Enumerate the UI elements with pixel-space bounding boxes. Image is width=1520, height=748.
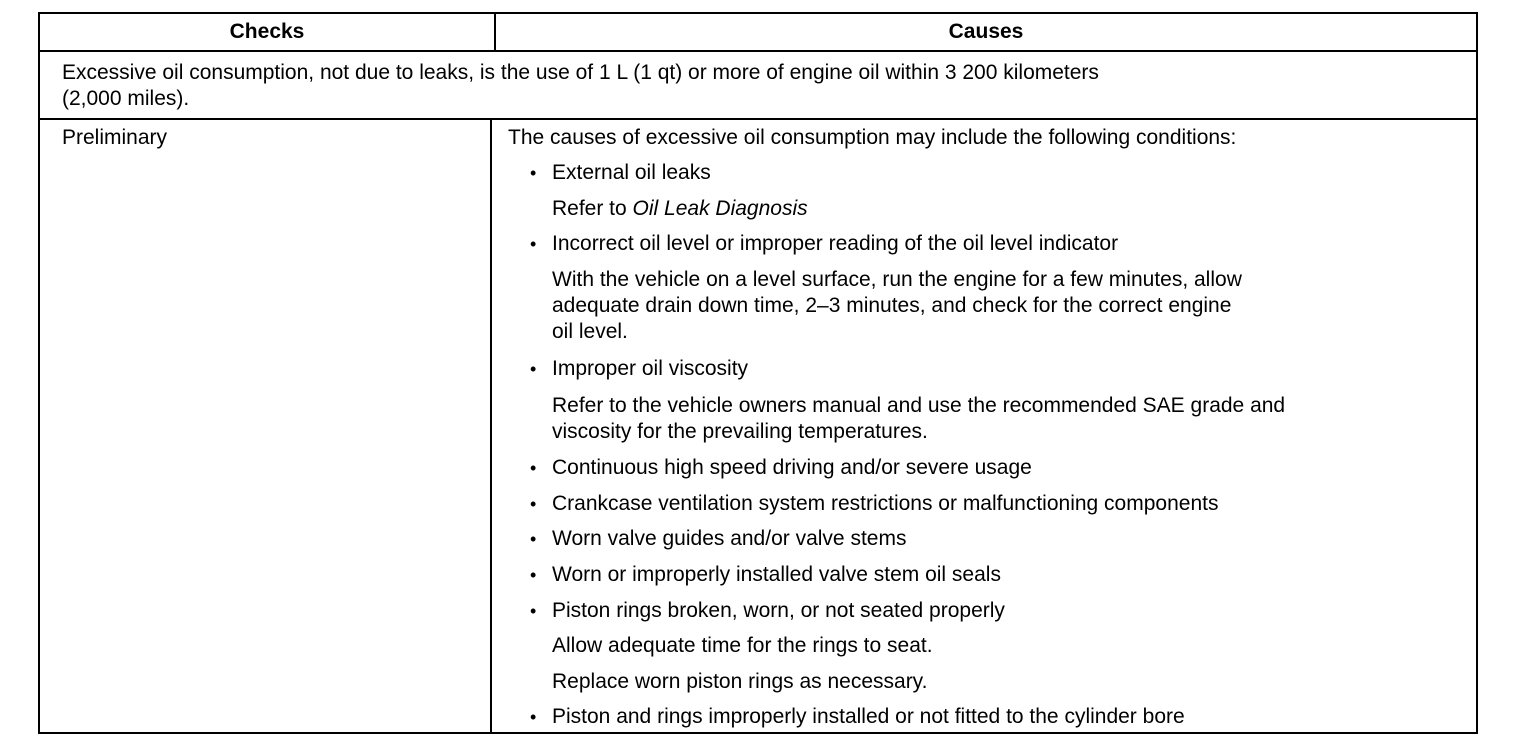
cause-detail: Refer to the vehicle owners manual and use the recommended SAE grade and — [552, 394, 1286, 417]
header-divider — [40, 50, 1476, 52]
cause-detail: Replace worn piston rings as necessary. — [552, 670, 928, 693]
cause-item: Worn valve guides and/or valve stems — [552, 527, 907, 550]
causes-header: Causes — [948, 20, 1024, 43]
cause-detail: With the vehicle on a level surface, run the engine for a few minutes, allow — [552, 268, 1242, 291]
bullet-icon: • — [530, 234, 537, 254]
cause-item: Improper oil viscosity — [552, 357, 749, 380]
cause-detail: oil level. — [552, 320, 628, 343]
cause-detail-reference: Oil Leak Diagnosis — [632, 197, 808, 220]
causes-intro: The causes of excessive oil consumption may include the following conditions: — [508, 126, 1237, 149]
note-text-line-1: Excessive oil consumption, not due to leaks, is the use of 1 L (1 qt) or more of engine oil within 3 200 kilometers — [62, 61, 1099, 84]
note-text-line-2: (2,000 miles). — [62, 87, 190, 110]
check-label-preliminary: Preliminary — [62, 126, 168, 149]
diagnosis-table — [38, 12, 1478, 734]
cause-detail: viscosity for the prevailing temperatures. — [552, 420, 928, 443]
bullet-icon: • — [530, 458, 537, 478]
cause-item: Crankcase ventilation system restrictions or malfunctioning components — [552, 492, 1219, 515]
cause-item: Incorrect oil level or improper reading of the oil level indicator — [552, 232, 1119, 255]
bullet-icon: • — [530, 494, 537, 514]
cause-item: External oil leaks — [552, 161, 711, 184]
checks-header: Checks — [229, 20, 305, 43]
cause-detail-prefix: Refer to — [552, 197, 633, 220]
bullet-icon: • — [530, 707, 537, 727]
cause-detail — [552, 196, 808, 222]
cause-detail: adequate drain down time, 2–3 minutes, and check for the correct engine — [552, 294, 1232, 317]
body-column-divider — [490, 118, 492, 732]
bullet-icon: • — [530, 565, 537, 585]
cause-item: Piston and rings improperly installed or not fitted to the cylinder bore — [552, 705, 1185, 728]
cause-item: Worn or improperly installed valve stem oil seals — [552, 563, 1001, 586]
note-divider — [40, 118, 1476, 120]
bullet-icon: • — [530, 601, 537, 621]
cause-item: Continuous high speed driving and/or severe usage — [552, 456, 1032, 479]
bullet-icon: • — [530, 359, 537, 379]
cause-item: Piston rings broken, worn, or not seated properly — [552, 599, 1005, 622]
cause-detail: Allow adequate time for the rings to seat. — [552, 634, 933, 657]
bullet-icon: • — [530, 163, 537, 183]
bullet-icon: • — [530, 529, 537, 549]
